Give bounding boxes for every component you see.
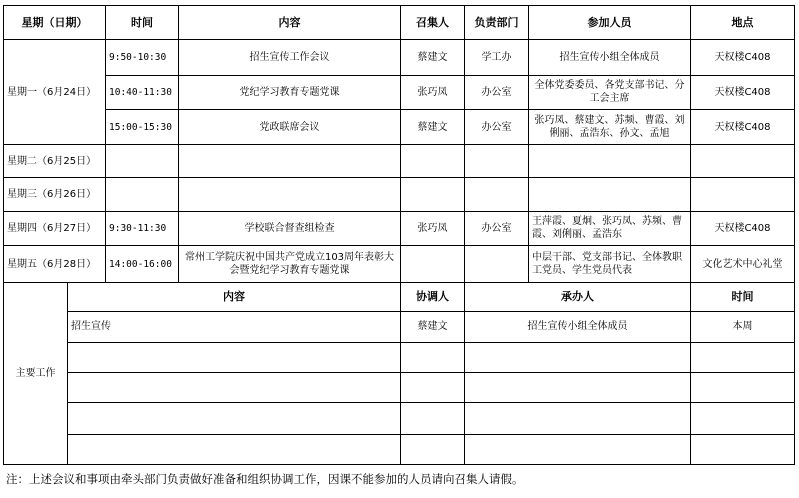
header-participants: 参加人员 xyxy=(529,6,691,40)
main-work-header-coordinator: 协调人 xyxy=(401,283,465,311)
content-cell: 党政联席会议 xyxy=(179,109,401,144)
location-cell: 天权楼C408 xyxy=(691,40,795,75)
location-cell: 天权楼C408 xyxy=(691,211,795,245)
content-cell: 常州工学院庆祝中国共产党成立103周年表彰大会暨党纪学习教育专题党课 xyxy=(179,246,401,283)
main-work-time-cell: 本周 xyxy=(691,311,795,342)
location-cell: 天权楼C408 xyxy=(691,75,795,109)
content-cell: 党纪学习教育专题党课 xyxy=(179,75,401,109)
thursday-day-cell: 星期四（6月27日） xyxy=(4,211,106,245)
table-row xyxy=(4,246,795,283)
tuesday-day-cell: 星期二（6月25日） xyxy=(4,145,106,178)
dept-cell: 办公室 xyxy=(465,75,529,109)
time-cell: 9:50-10:30 xyxy=(106,40,179,75)
convener-cell: 张巧凤 xyxy=(401,75,465,109)
participants-cell: 张巧凤、蔡建文、苏频、曹霞、刘俐丽、孟浩东、孙文、孟旭 xyxy=(529,109,691,144)
header-content: 内容 xyxy=(179,6,401,40)
table-row xyxy=(4,40,795,75)
table-row xyxy=(4,109,795,144)
main-work-header-time: 时间 xyxy=(691,283,795,311)
content-cell: 学校联合督查组检查 xyxy=(179,211,401,245)
header-location: 地点 xyxy=(691,6,795,40)
main-work-content-cell: 招生宣传 xyxy=(68,311,401,342)
friday-day-cell: 星期五（6月28日） xyxy=(4,246,106,283)
header-time: 时间 xyxy=(106,6,179,40)
main-work-header-row xyxy=(4,283,795,311)
time-cell: 14:00-16:00 xyxy=(106,246,179,283)
table-row xyxy=(4,211,795,245)
wednesday-day-cell: 星期三（6月26日） xyxy=(4,178,106,211)
convener-cell: 张巧凤 xyxy=(401,211,465,245)
table-row xyxy=(4,373,795,403)
table-row xyxy=(4,311,795,342)
time-cell: 15:00-15:30 xyxy=(106,109,179,144)
table-row xyxy=(4,434,795,464)
monday-day-cell: 星期一（6月24日） xyxy=(4,40,106,145)
table-row xyxy=(4,75,795,109)
footer-note: 注：上述会议和事项由牵头部门负责做好准备和组织协调工作，因课不能参加的人员请向召集人请假。 xyxy=(6,472,524,486)
weekly-schedule-table xyxy=(3,5,795,465)
header-day: 星期（日期） xyxy=(4,6,106,40)
main-work-header-content: 内容 xyxy=(68,283,401,311)
location-cell: 天权楼C408 xyxy=(691,109,795,144)
header-dept: 负责部门 xyxy=(465,6,529,40)
main-work-organizer-cell: 招生宣传小组全体成员 xyxy=(465,311,691,342)
convener-cell: 蔡建文 xyxy=(401,40,465,75)
participants-cell: 中层干部、党支部书记、全体教职工党员、学生党员代表 xyxy=(529,246,691,283)
dept-cell: 学工办 xyxy=(465,40,529,75)
table-row xyxy=(4,145,795,178)
participants-cell: 全体党委委员、各党支部书记、分工会主席 xyxy=(529,75,691,109)
main-work-header-organizer: 承办人 xyxy=(465,283,691,311)
table-row xyxy=(4,178,795,211)
participants-cell: 王萍霞、夏炯、张巧凤、苏频、曹霞、刘俐丽、孟浩东 xyxy=(529,211,691,245)
header-convener: 召集人 xyxy=(401,6,465,40)
time-cell: 10:40-11:30 xyxy=(106,75,179,109)
schedule-header-row xyxy=(4,6,795,40)
dept-cell: 办公室 xyxy=(465,109,529,144)
main-work-coordinator-cell: 蔡建文 xyxy=(401,311,465,342)
participants-cell: 招生宣传小组全体成员 xyxy=(529,40,691,75)
table-row xyxy=(4,403,795,434)
time-cell: 9:30-11:30 xyxy=(106,211,179,245)
table-row xyxy=(4,342,795,372)
main-work-label: 主要工作 xyxy=(4,283,68,465)
content-cell: 招生宣传工作会议 xyxy=(179,40,401,75)
location-cell: 文化艺术中心礼堂 xyxy=(691,246,795,283)
convener-cell: 蔡建文 xyxy=(401,109,465,144)
dept-cell: 办公室 xyxy=(465,211,529,245)
